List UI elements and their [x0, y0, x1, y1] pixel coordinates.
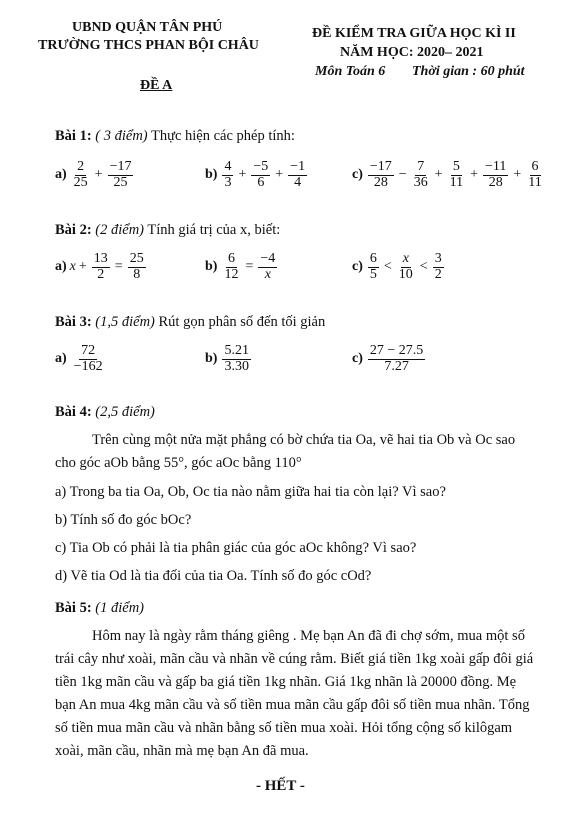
fraction: $\frac{-1}{4}$: [290, 159, 306, 190]
bai3-heading: [55, 314, 325, 331]
bai1-b: b) $\frac{4}{3}$ + $\frac{-5}{6}$ + $\frac{-1}{4}$: [205, 159, 306, 190]
fraction: $\frac{7}{36}$: [413, 159, 428, 190]
bai1-heading: [55, 128, 295, 145]
fraction: $\frac{6}{12}$: [224, 251, 239, 282]
bai3-a: [55, 344, 107, 374]
bai4-question-b: b) Tính số đo góc bOc?: [55, 512, 192, 528]
bai2-c: c) $\frac{6}{5}$ < $\frac{x}{10}$ < $\frac{3}{2}$: [352, 251, 442, 282]
bai5-line5: số tiền mua mãn cầu và nhãn bằng số tiền mua xoài. Hỏi tổng cộng số kilôgam: [55, 720, 513, 736]
bai1-points: ( 3 điểm): [95, 128, 148, 144]
item-label: a): [55, 259, 67, 275]
fraction: $\frac{6}{11}$: [528, 159, 542, 190]
fraction: $\frac{-17}{28}$: [369, 159, 392, 190]
bai5-line1: Hôm nay là ngày rằm tháng giêng . Mẹ bạn An đã đi chợ sớm, mua một số: [92, 628, 525, 644]
fraction: $\frac{x}{10}$: [398, 251, 413, 282]
bai5-line4: bạn An mua 4kg mãn cầu và số tiền mua mãn cầu gấp đôi số tiền mua nhãn. Tổng: [55, 697, 530, 713]
fraction: $\frac{25}{8}$: [129, 251, 144, 282]
bai2-b: b) $\frac{6}{12}$ = $\frac{-4}{x}$: [205, 251, 276, 282]
bai3-points: (1,5 điểm): [95, 314, 155, 330]
bai5-line6: xoài, mãn cầu, nhãn mà mẹ bạn An đã mua.: [55, 743, 309, 759]
fraction: $\frac{4}{3}$: [224, 159, 232, 190]
fraction: $\frac{-11}{28}$: [485, 159, 507, 190]
school-year: NĂM HỌC: 2020– 2021: [340, 45, 484, 60]
bai3-instruction: Rút gọn phân số đến tối giản: [158, 314, 326, 330]
bai3-c: [352, 344, 427, 374]
item-label: c): [352, 259, 363, 275]
fraction: $\frac{3}{2}$: [434, 251, 442, 282]
bai1-a: a) $\frac{2}{25}$ + $\frac{-17}{25}$: [55, 159, 132, 190]
bai4-question-c: c) Tia Ob có phải là tia phân giác của góc aOc không? Vì sao?: [55, 540, 417, 556]
bai5-points: (1 điểm): [95, 600, 144, 616]
bai1-instruction: Thực hiện các phép tính:: [151, 128, 295, 144]
bai4-heading: [55, 404, 155, 421]
district-name: UBND QUẬN TÂN PHÚ: [72, 20, 223, 35]
bai2-instruction: Tính giá trị của x, biết:: [147, 222, 281, 238]
fraction: $\frac{13}{2}$: [93, 251, 108, 282]
bai2-heading: [55, 222, 280, 239]
exam-title: ĐỀ KIỂM TRA GIỮA HỌC KÌ II: [312, 26, 516, 41]
fraction: $\frac{-5}{6}$: [253, 159, 269, 190]
fraction: $\frac{2}{25}$: [73, 159, 88, 190]
item-label: b): [205, 259, 218, 275]
bai5-heading: [55, 600, 144, 617]
fraction: $\frac{27 - 27.5}{7.27}$: [369, 343, 424, 374]
item-label: a): [55, 351, 67, 367]
item-label: a): [55, 167, 67, 183]
bai4-points: (2,5 điểm): [95, 404, 155, 420]
subject: Môn Toán 6: [315, 64, 386, 79]
bai1-c: c) $\frac{-17}{28}$ − $\frac{7}{36}$ + $\frac{5}{11}$ + $\frac{-11}{28}$ + $\frac{6}{11}$: [352, 159, 542, 190]
bai3-b: [205, 344, 253, 374]
exam-version: ĐỀ A: [140, 78, 173, 93]
school-name: TRƯỜNG THCS PHAN BỘI CHÂU: [38, 38, 259, 53]
item-label: b): [205, 167, 218, 183]
end-marker: - HẾT -: [256, 778, 305, 794]
fraction: $\frac{5.21}{3.30}$: [224, 343, 249, 374]
item-label: b): [205, 351, 218, 367]
bai2-a: a) x + $\frac{13}{2}$ = $\frac{25}{8}$: [55, 251, 144, 282]
bai5-label: Bài 5:: [55, 600, 92, 616]
bai1-label: Bài 1:: [55, 128, 92, 144]
bai4-question-a: a) Trong ba tia Oa, Ob, Oc tia nào nằm giữa hai tia còn lại? Vì sao?: [55, 484, 446, 500]
fraction: $\frac{-4}{x}$: [260, 251, 276, 282]
item-label: c): [352, 351, 363, 367]
bai2-points: (2 điểm): [95, 222, 144, 238]
fraction: $\frac{72}{-162}$: [73, 343, 103, 374]
bai4-question-d: d) Vẽ tia Od là tia đối của tia Oa. Tính số đo góc cOd?: [55, 568, 372, 584]
bai4-label: Bài 4:: [55, 404, 92, 420]
item-label: c): [352, 167, 363, 183]
fraction: $\frac{-17}{25}$: [109, 159, 132, 190]
bai5-line2: trái cây như xoài, mãn cầu và nhãn về cúng rằm. Biết giá tiền 1kg xoài gấp đôi giá: [55, 651, 534, 667]
bai2-label: Bài 2:: [55, 222, 92, 238]
exam-time: Thời gian : 60 phút: [412, 64, 525, 79]
fraction: $\frac{5}{11}$: [449, 159, 464, 190]
fraction: $\frac{6}{5}$: [369, 251, 377, 282]
bai5-line3: tiền 1kg mãn cầu và gấp ba giá tiền 1kg nhãn. Giá 1kg nhãn là 20000 đồng. Mẹ: [55, 674, 517, 690]
bai4-para-line2: cho góc aOb bằng 55°, góc aOc bằng 110°: [55, 455, 302, 471]
bai4-para-line1: Trên cùng một nửa mặt phẳng có bờ chứa tia Oa, vẽ hai tia Ob và Oc sao: [92, 432, 516, 448]
bai3-label: Bài 3:: [55, 314, 92, 330]
